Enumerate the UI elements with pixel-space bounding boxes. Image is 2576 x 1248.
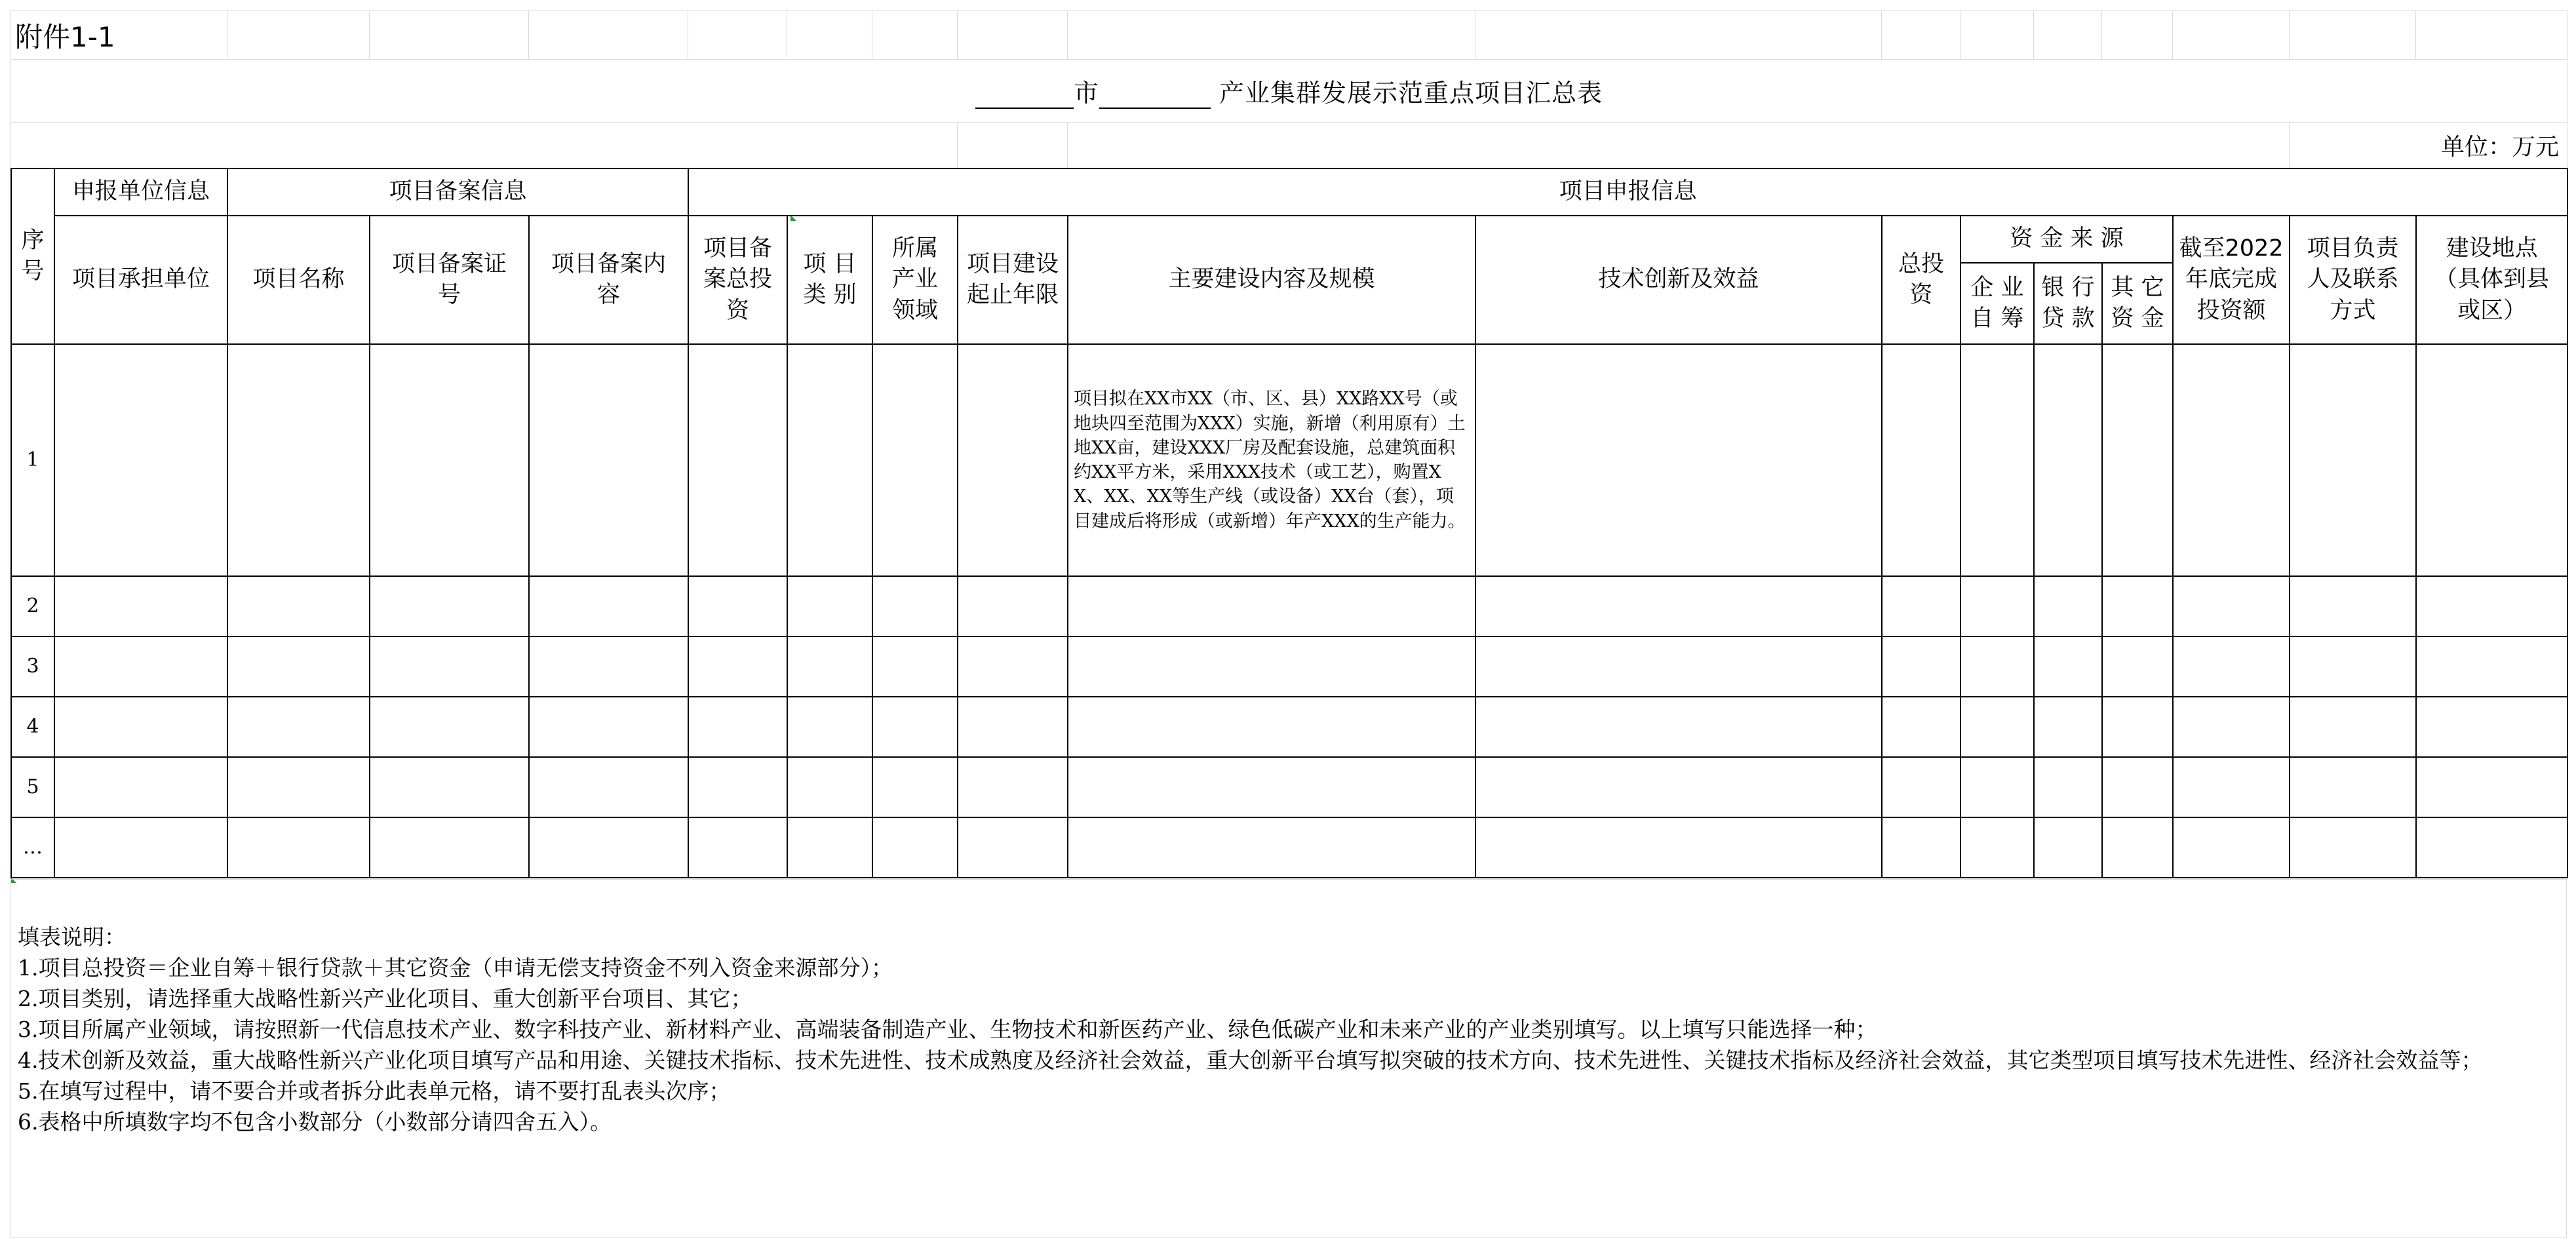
cell[interactable] <box>872 11 958 60</box>
cell[interactable] <box>688 757 787 817</box>
cell[interactable] <box>2173 636 2290 697</box>
city-blank-2 <box>1099 88 1211 109</box>
cell[interactable] <box>2034 344 2102 576</box>
cell[interactable] <box>872 636 958 697</box>
cell[interactable] <box>1961 757 2034 817</box>
cell[interactable] <box>1961 576 2034 636</box>
cell[interactable] <box>1475 817 1882 878</box>
fill-instructions[interactable] <box>10 879 2567 1238</box>
cell[interactable] <box>688 576 787 636</box>
cell[interactable] <box>688 11 787 60</box>
cell[interactable] <box>787 697 872 757</box>
table-row <box>11 576 2567 636</box>
header-applicant-unit: 项目承担单位 <box>54 216 227 344</box>
cell[interactable] <box>227 636 370 697</box>
header-group-applicant: 申报单位信息 <box>54 168 227 216</box>
table-row <box>11 344 2567 576</box>
header-total-invest: 总投资 <box>1882 216 1961 344</box>
header-record-total: 项目备案总投资 <box>688 216 787 344</box>
row-content[interactable]: 项目拟在XX市XX（市、区、县）XX路XX号（或地块四至范围为XXX）实施，新增（利用原有）土地XX亩，建设XXX厂房及配套设施，总建筑面积约XX平方米，采用XXX技术（或工艺），购置XX、XX、XX等生产线（或设备）XX台（套），项目建成后将形成（或新增）年产XXX的生产能力。 <box>1068 344 1475 576</box>
table-row <box>11 817 2567 878</box>
note-item: 6.表格中所填数字均不包含小数部分（小数部分请四舍五入）。 <box>18 1109 612 1135</box>
table-title[interactable] <box>11 60 2567 123</box>
cell[interactable] <box>1961 344 2034 576</box>
cell[interactable] <box>2102 636 2173 697</box>
header-other-funds: 其 它 资 金 <box>2102 263 2173 344</box>
cell[interactable] <box>2034 757 2102 817</box>
cell[interactable] <box>872 757 958 817</box>
cell[interactable] <box>2102 757 2173 817</box>
cell[interactable] <box>1068 11 1475 60</box>
cell[interactable] <box>2290 636 2416 697</box>
row-seq[interactable]: 2 <box>11 576 54 636</box>
header-location: 建设地点（具体到县或区） <box>2416 216 2567 344</box>
cell[interactable] <box>2173 576 2290 636</box>
cell[interactable] <box>529 697 688 757</box>
cell[interactable] <box>1882 697 1961 757</box>
row-seq[interactable]: 1 <box>11 344 54 576</box>
header-bank-loan: 银 行 贷 款 <box>2034 263 2102 344</box>
cell[interactable] <box>958 344 1068 576</box>
title-city-suffix: 市 <box>1073 79 1099 107</box>
cell[interactable] <box>958 11 1068 60</box>
header-contact: 项目负责人及联系方式 <box>2290 216 2416 344</box>
cell[interactable] <box>1961 817 2034 878</box>
header-record-content: 项目备案内容 <box>529 216 688 344</box>
cell[interactable] <box>2173 757 2290 817</box>
row-content[interactable] <box>1068 817 1475 878</box>
cell[interactable] <box>2416 636 2567 697</box>
note-item: 5.在填写过程中，请不要合并或者拆分此表单元格，请不要打乱表头次序； <box>18 1078 731 1104</box>
cell[interactable] <box>958 757 1068 817</box>
header-period: 项目建设起止年限 <box>958 216 1068 344</box>
header-project-name: 项目名称 <box>227 216 370 344</box>
cell[interactable] <box>2173 697 2290 757</box>
cell[interactable] <box>1882 636 1961 697</box>
table-row <box>11 757 2567 817</box>
cell[interactable] <box>1882 11 1961 60</box>
cell[interactable] <box>958 817 1068 878</box>
cell[interactable] <box>227 697 370 757</box>
cell[interactable] <box>872 697 958 757</box>
cell[interactable] <box>2290 757 2416 817</box>
cell[interactable] <box>688 636 787 697</box>
cell[interactable] <box>227 576 370 636</box>
cell[interactable] <box>227 344 370 576</box>
cell[interactable] <box>2416 576 2567 636</box>
cell[interactable] <box>958 123 1068 168</box>
header-innovation: 技术创新及效益 <box>1475 216 1882 344</box>
cell[interactable] <box>1475 576 1882 636</box>
cell[interactable] <box>787 817 872 878</box>
header-category: 项 目 类 别 <box>787 216 872 344</box>
cell[interactable] <box>1961 697 2034 757</box>
cell[interactable] <box>787 576 872 636</box>
cell[interactable] <box>2102 697 2173 757</box>
cell[interactable] <box>1475 636 1882 697</box>
cell[interactable] <box>370 11 529 60</box>
spreadsheet <box>10 10 2567 1238</box>
note-item: 2.项目类别，请选择重大战略性新兴产业化项目、重大创新平台项目、其它； <box>18 986 752 1011</box>
table-row <box>11 636 2567 697</box>
row-content[interactable] <box>1068 757 1475 817</box>
project-summary-table <box>10 168 2568 878</box>
notes-heading: 填表说明： <box>18 924 126 950</box>
cell[interactable] <box>2416 697 2567 757</box>
cell[interactable] <box>787 11 872 60</box>
cell[interactable] <box>1961 11 2034 60</box>
cell[interactable] <box>958 576 1068 636</box>
header-content: 主要建设内容及规模 <box>1068 216 1475 344</box>
cell[interactable] <box>1882 817 1961 878</box>
cell[interactable] <box>54 757 227 817</box>
cell[interactable] <box>872 344 958 576</box>
city-blank-1 <box>975 88 1074 109</box>
cell[interactable] <box>1475 757 1882 817</box>
cell[interactable] <box>2416 344 2567 576</box>
row-content[interactable] <box>1068 636 1475 697</box>
cell[interactable] <box>1961 636 2034 697</box>
title-text: 产业集群发展示范重点项目汇总表 <box>1210 79 1603 107</box>
cell[interactable] <box>227 757 370 817</box>
cell[interactable] <box>958 697 1068 757</box>
cell[interactable] <box>2290 576 2416 636</box>
row-content[interactable] <box>1068 576 1475 636</box>
cell[interactable] <box>2102 11 2173 60</box>
cell[interactable] <box>688 817 787 878</box>
row-seq[interactable]: 5 <box>11 757 54 817</box>
cell[interactable] <box>2290 817 2416 878</box>
note-item: 3.项目所属产业领域，请按照新一代信息技术产业、数字科技产业、新材料产业、高端装备制造产业、生物技术和新医药产业、绿色低碳产业和未来产业的产业类别填写。以上填写只能选择一种； <box>18 1017 1877 1042</box>
cell[interactable] <box>2034 636 2102 697</box>
cell[interactable] <box>370 817 529 878</box>
cell[interactable] <box>688 697 787 757</box>
cell[interactable] <box>1882 757 1961 817</box>
cell[interactable] <box>2416 11 2567 60</box>
row-content[interactable] <box>1068 697 1475 757</box>
table-row <box>11 697 2567 757</box>
cell[interactable] <box>2290 697 2416 757</box>
row-seq[interactable]: 3 <box>11 636 54 697</box>
header-seq: 序号 <box>11 168 54 344</box>
cell[interactable] <box>1882 344 1961 576</box>
cell[interactable] <box>2034 817 2102 878</box>
cell[interactable] <box>2034 576 2102 636</box>
cell[interactable] <box>2102 576 2173 636</box>
cell[interactable] <box>1068 123 2290 168</box>
cell[interactable] <box>54 817 227 878</box>
cell[interactable] <box>529 636 688 697</box>
cell[interactable] <box>688 344 787 576</box>
cell[interactable] <box>370 757 529 817</box>
cell[interactable] <box>54 697 227 757</box>
header-funding-group: 资 金 来 源 <box>1961 216 2173 263</box>
header-completed-2022: 截至2022年底完成投资额 <box>2173 216 2290 344</box>
note-item: 4.技术创新及效益，重大战略性新兴产业化项目填写产品和用途、关键技术指标、技术先进性、技术成熟度及经济社会效益，重大创新平台填写拟突破的技术方向、技术先进性、关键技术指标及经济社会效益，其它类型项目填写技术先进性、经济社会效益等； <box>18 1047 2483 1073</box>
comment-marker-icon <box>790 215 796 221</box>
row-seq[interactable]: 4 <box>11 697 54 757</box>
cell[interactable] <box>2102 817 2173 878</box>
cell[interactable] <box>787 344 872 576</box>
cell[interactable] <box>54 636 227 697</box>
cell[interactable] <box>227 11 370 60</box>
cell[interactable] <box>787 757 872 817</box>
header-group-apply: 项目申报信息 <box>688 168 2567 216</box>
header-industry: 所属产业领域 <box>872 216 958 344</box>
cell[interactable] <box>1475 11 1882 60</box>
cell[interactable] <box>370 697 529 757</box>
sheet-header-grid <box>10 10 2567 168</box>
cell[interactable] <box>370 576 529 636</box>
cell[interactable] <box>958 636 1068 697</box>
cell[interactable] <box>370 344 529 576</box>
cell[interactable] <box>54 576 227 636</box>
cell[interactable] <box>2034 11 2102 60</box>
cell[interactable] <box>1475 697 1882 757</box>
cell[interactable] <box>529 344 688 576</box>
cell[interactable] <box>872 576 958 636</box>
cell[interactable] <box>11 123 958 168</box>
cell[interactable] <box>2173 344 2290 576</box>
cell[interactable] <box>529 576 688 636</box>
row-seq[interactable]: … <box>11 817 54 878</box>
cell[interactable] <box>2034 697 2102 757</box>
cell[interactable] <box>1475 344 1882 576</box>
cell[interactable] <box>370 636 529 697</box>
cell[interactable] <box>2173 11 2290 60</box>
cell[interactable] <box>227 817 370 878</box>
cell[interactable] <box>2290 344 2416 576</box>
header-group-record: 项目备案信息 <box>227 168 688 216</box>
cell[interactable] <box>2173 817 2290 878</box>
cell[interactable] <box>54 344 227 576</box>
cell[interactable] <box>529 757 688 817</box>
cell[interactable] <box>2416 757 2567 817</box>
header-self-raised: 企 业 自 筹 <box>1961 263 2034 344</box>
cell[interactable] <box>1882 576 1961 636</box>
cell[interactable] <box>529 11 688 60</box>
cell[interactable] <box>787 636 872 697</box>
note-item: 1.项目总投资＝企业自筹＋银行贷款＋其它资金（申请无偿支持资金不列入资金来源部分）； <box>18 955 893 981</box>
cell[interactable] <box>529 817 688 878</box>
attachment-label: 附件1-1 <box>11 11 227 60</box>
cell[interactable] <box>2102 344 2173 576</box>
cell[interactable] <box>2416 817 2567 878</box>
cell[interactable] <box>872 817 958 878</box>
cell[interactable] <box>2290 11 2416 60</box>
header-record-no: 项目备案证号 <box>370 216 529 344</box>
unit-label: 单位：万元 <box>2290 123 2567 168</box>
